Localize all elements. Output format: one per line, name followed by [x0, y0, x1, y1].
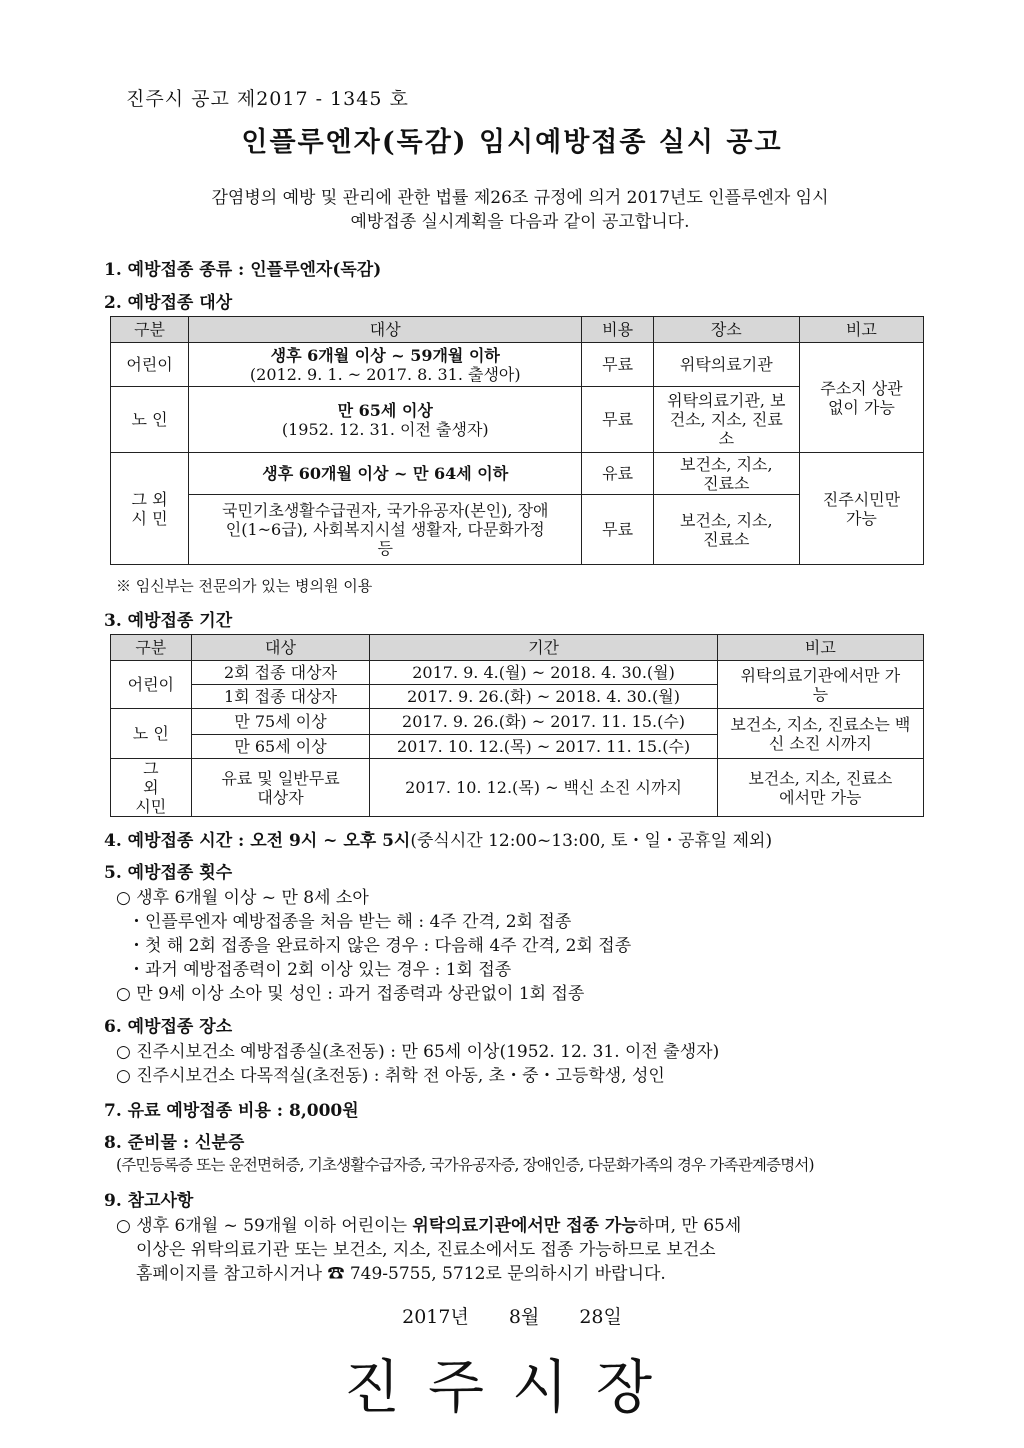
- target-detail: (1952. 12. 31. 이전 출생자): [281, 419, 489, 439]
- reference-text: ○ 생후 6개월 ~ 59개월 이하 어린이는: [116, 1216, 413, 1236]
- remark-cell: 위탁의료기관에서만 가능: [717, 661, 923, 709]
- remark-cell: 주소지 상관없이 가능: [799, 343, 923, 453]
- col-header: 비고: [799, 317, 923, 343]
- cost-cell: 무료: [582, 495, 653, 565]
- col-header: 장소: [653, 317, 799, 343]
- period-cell: 2017. 10. 12.(목) ~ 2017. 11. 15.(수): [370, 735, 717, 759]
- target-cell: 1회 접종 대상자: [191, 685, 370, 709]
- list-item: ・인플루엔자 예방접종을 처음 받는 해 : 4주 간격, 2회 접종: [128, 912, 572, 932]
- section-4-time: [104, 826, 772, 851]
- section-1-type: 1. 예방접종 종류 : 인플루엔자(독감): [104, 260, 382, 280]
- section-4-heading: 4. 예방접종 시간 : 오전 9시 ~ 오후 5시: [104, 831, 411, 851]
- group-cell: 그 외 시 민: [111, 453, 189, 565]
- section-5-heading: 5. 예방접종 횟수: [104, 863, 233, 883]
- target-cell: 국민기초생활수급권자, 국가유공자(본인), 장애인(1~6급), 사회복지시설 생활자, 다문화가정 등: [189, 495, 582, 565]
- cost-cell: 무료: [582, 387, 653, 453]
- group-cell: 그 외 시민: [111, 759, 192, 817]
- place-cell: 위탁의료기관, 보건소, 지소, 진료소: [653, 387, 799, 453]
- section-9-heading: 9. 참고사항: [104, 1191, 194, 1211]
- target-cell: 만 65세 이상: [191, 735, 370, 759]
- pregnancy-note: ※ 임신부는 전문의가 있는 병의원 이용: [116, 577, 373, 595]
- group-cell: 어린이: [111, 343, 189, 387]
- list-item: ・과거 예방접종력이 2회 이상 있는 경우 : 1회 접종: [128, 960, 512, 980]
- mayor-signature: 진주시장: [343, 1353, 681, 1421]
- table-row: [111, 759, 924, 817]
- remark-cell: 진주시민만 가능: [799, 453, 923, 565]
- target-main: 생후 6개월 이상 ~ 59개월 이하: [270, 345, 500, 365]
- section-4-detail: (중식시간 12:00~13:00, 토・일・공휴일 제외): [410, 831, 773, 851]
- list-item: ・첫 해 2회 접종을 완료하지 않은 경우 : 다음해 4주 간격, 2회 접종: [128, 936, 632, 956]
- table-row: [111, 453, 924, 495]
- group-cell: 노 인: [111, 387, 189, 453]
- target-cell: 만 75세 이상: [191, 709, 370, 735]
- reference-line: [116, 1211, 741, 1236]
- place-cell: 위탁의료기관: [653, 343, 799, 387]
- table-row: [111, 661, 924, 685]
- col-header: 구분: [111, 635, 192, 661]
- notice-number: 진주시 공고 제2017 - 1345 호: [126, 88, 409, 110]
- list-item: ○ 진주시보건소 예방접종실(초전동) : 만 65세 이상(1952. 12. 31. 이전 출생자): [116, 1042, 720, 1062]
- period-cell: 2017. 10. 12.(목) ~ 백신 소진 시까지: [370, 759, 717, 817]
- col-header: 대상: [189, 317, 582, 343]
- cost-cell: 유료: [582, 453, 653, 495]
- target-cell: 유료 및 일반무료 대상자: [191, 759, 370, 817]
- target-cell: 2회 접종 대상자: [191, 661, 370, 685]
- group-cell: 노 인: [111, 709, 192, 759]
- col-header: 기간: [370, 635, 717, 661]
- target-cell: 생후 60개월 이상 ~ 만 64세 이하: [189, 453, 582, 495]
- section-8-heading: 8. 준비물 : 신분증: [104, 1133, 245, 1153]
- id-documents-list: (주민등록증 또는 운전면허증, 기초생활수급자증, 국가유공자증, 장애인증, 다문화가족의 경우 가족관계증명서): [116, 1156, 814, 1174]
- target-table: [110, 316, 924, 565]
- period-cell: 2017. 9. 4.(월) ~ 2018. 4. 30.(월): [370, 661, 717, 685]
- target-cell: [189, 343, 582, 387]
- section-7-cost: 7. 유료 예방접종 비용 : 8,000원: [104, 1101, 359, 1121]
- period-cell: 2017. 9. 26.(화) ~ 2017. 11. 15.(수): [370, 709, 717, 735]
- remark-cell: 보건소, 지소, 진료소는 백신 소진 시까지: [717, 709, 923, 759]
- period-cell: 2017. 9. 26.(화) ~ 2018. 4. 30.(월): [370, 685, 717, 709]
- intro-line: 예방접종 실시계획을 다음과 같이 공고합니다.: [350, 212, 690, 232]
- reference-emphasis: 위탁의료기관에서만 접종 가능: [412, 1216, 638, 1236]
- intro-line: 감염병의 예방 및 관리에 관한 법률 제26조 규정에 의거 2017년도 인플루엔자 임시: [211, 188, 829, 208]
- col-header: 구분: [111, 317, 189, 343]
- section-2-heading: 2. 예방접종 대상: [104, 293, 233, 313]
- cost-cell: 무료: [582, 343, 653, 387]
- target-main: 만 65세 이상: [337, 400, 433, 420]
- period-table: [110, 634, 924, 817]
- remark-cell: 보건소, 지소, 진료소에서만 가능: [717, 759, 923, 817]
- col-header: 비용: [582, 317, 653, 343]
- group-cell: 어린이: [111, 661, 192, 709]
- intro-paragraph: [120, 186, 920, 234]
- reference-line: 이상은 위탁의료기관 또는 보건소, 지소, 진료소에서도 접종 가능하므로 보건소: [136, 1240, 716, 1260]
- target-cell: [189, 387, 582, 453]
- reference-line: 홈페이지를 참고하시거나 ☎ 749-5755, 5712로 문의하시기 바랍니다.: [136, 1264, 666, 1284]
- list-item: ○ 만 9세 이상 소아 및 성인 : 과거 접종력과 상관없이 1회 접종: [116, 984, 585, 1004]
- col-header: 대상: [191, 635, 370, 661]
- table-row: [111, 343, 924, 387]
- col-header: 비고: [717, 635, 923, 661]
- list-item: ○ 진주시보건소 다목적실(초전동) : 취학 전 아동, 초・중・고등학생, 성인: [116, 1066, 665, 1086]
- place-cell: 보건소, 지소, 진료소: [653, 495, 799, 565]
- document-title: 인플루엔자(독감) 임시예방접종 실시 공고: [241, 127, 783, 158]
- list-item: ○ 생후 6개월 이상 ~ 만 8세 소아: [116, 888, 369, 908]
- reference-text: 하며, 만 65세: [637, 1216, 742, 1236]
- notice-date: 2017년 8월 28일: [402, 1306, 622, 1328]
- place-cell: 보건소, 지소, 진료소: [653, 453, 799, 495]
- table-row: [111, 709, 924, 735]
- section-6-heading: 6. 예방접종 장소: [104, 1017, 233, 1037]
- section-3-heading: 3. 예방접종 기간: [104, 611, 233, 631]
- target-detail: (2012. 9. 1. ~ 2017. 8. 31. 출생아): [249, 364, 521, 384]
